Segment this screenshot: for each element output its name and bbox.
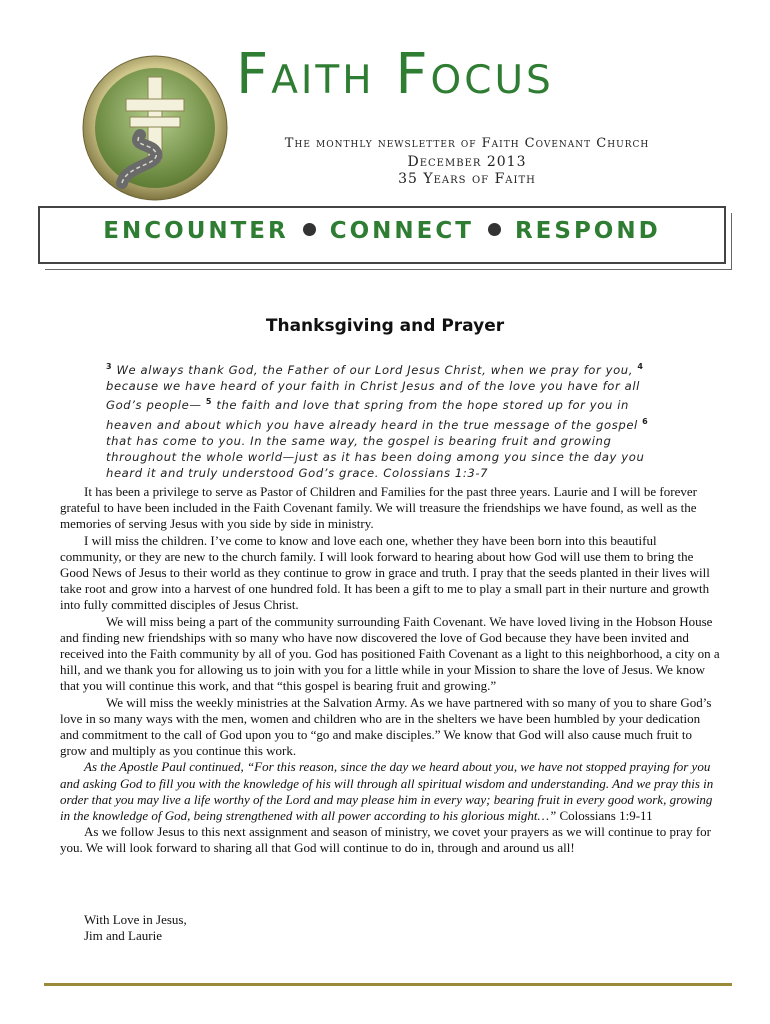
church-logo [82, 55, 228, 201]
bullet-separator [488, 223, 501, 236]
anniversary-line: 35 Years of Faith [398, 171, 536, 187]
scripture-passage [106, 359, 651, 482]
motto-word-connect: CONNECT [329, 218, 474, 244]
quote-text: As the Apostle Paul continued, “For this reason, since the day we heard about you, we have not stopped praying for you and asking God to fill you with the knowledge of his will through all spiritual wisdom and understanding. And we pray this in order that you may live a life worthy of the Lord and may please him in every way; bearing fruit in every good work, growing in the knowledge of God, being strengthened with all power according to his glorious might…” [60, 759, 714, 824]
body-paragraph: We will miss being a part of the community surrounding Faith Covenant. We have loved living in the Hobson House and finding new friendships with so many who have now discovered the love of God because they have been invited and received into the Faith community by all of you. God has positioned Faith Covenant as a light to this neighborhood, a city on a hill, and we thank you for allowing us to join with you for a little while in your Mission to share the love of Jesus. We know that you will continue this work, and that “this gospel is bearing fruit and growing.” [60, 613, 720, 694]
article-body [60, 484, 720, 857]
bullet-separator [303, 223, 316, 236]
verse-number: 6 [642, 416, 649, 426]
signoff-names: Jim and Laurie [84, 928, 162, 944]
motto-banner [38, 206, 726, 264]
verse-text: because we have heard of your faith in Christ Jesus and of the love you have for all God’s people— [106, 379, 640, 413]
motto-text [40, 218, 724, 244]
verse-number: 4 [637, 362, 644, 371]
quote-reference: Colossians 1:9-11 [559, 808, 653, 824]
motto-word-respond: RESPOND [514, 218, 661, 244]
verse-text: that has come to you. In the same way, the gospel is bearing fruit and growing throughout the whole world—just as it has been doing among you since the day you heard it and truly understood God’s grace. Colossians 1:3-7 [106, 433, 645, 481]
verse-text: the faith and love that spring from the hope stored up for you in heaven and about which you have already heard in the true message of the gospel [106, 398, 638, 432]
footer-rule [44, 983, 732, 986]
body-paragraph: We will miss the weekly ministries at the Salvation Army. As we have partnered with so many of you to share God’s love in so many ways with the men, women and children who are in the shelters we have been humbled by your dedication and commitment to the call of God upon you to “go and make disciples.” We know that God will also cause much fruit to grow and multiply as you continue this work. [60, 694, 712, 759]
motto-word-encounter: ENCOUNTER [103, 218, 289, 244]
verse-number: 5 [205, 397, 213, 407]
newsletter-title: Faith Focus [236, 42, 554, 107]
body-paragraph: It has been a privilege to serve as Pastor of Children and Families for the past three years. Laurie and I will be forever grateful to have been included in the Faith Covenant family. We will treasure the friendships we have found, as well as the memories of serving Jesus with you side by side in ministry. [60, 484, 697, 532]
newsletter-subtitle: The monthly newsletter of Faith Covenant Church [284, 136, 650, 151]
signoff [84, 912, 187, 944]
body-paragraph: I will miss the children. I’ve come to know and love each one, whether they have been born into this beautiful community, or they are new to the church family. I will look forward to hearing about how God will use them to bring the Good News of Jesus to their world as they continue to grow in grace and truth. I pray that the seeds planted in their lives will take root and grow into a harvest of one hundred fold. It has been a gift to me to play a small part in their nurture and growth into fully committed disciples of Jesus Christ. [60, 532, 710, 613]
quote-paragraph [60, 759, 720, 824]
verse-number: 3 [106, 362, 113, 371]
article-title: Thanksgiving and Prayer [265, 316, 505, 336]
issue-date: December 2013 [407, 154, 527, 170]
body-paragraph: As we follow Jesus to this next assignment and season of ministry, we covet your prayers as we will continue to pray for you. We will look forward to sharing all that God will continue to do in, through and around us all! [60, 824, 712, 856]
verse-text: We always thank God, the Father of our Lord Jesus Christ, when we pray for you, [116, 362, 634, 377]
signoff-line: With Love in Jesus, [84, 912, 187, 927]
